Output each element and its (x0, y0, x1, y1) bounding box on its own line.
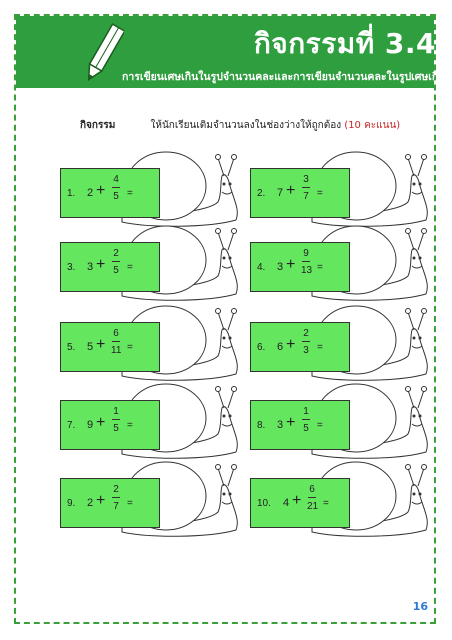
activity-label: กิจกรรม (80, 120, 116, 131)
fraction-denominator: 5 (113, 265, 119, 276)
whole-number: 2 (87, 497, 94, 509)
equals-sign: = (317, 420, 323, 431)
problem-number: 4. (257, 262, 266, 273)
whole-number: 6 (277, 341, 284, 353)
whole-number: 3 (87, 261, 94, 273)
fraction (301, 405, 311, 436)
fraction-numerator: 1 (303, 406, 309, 417)
fraction (111, 327, 121, 358)
plus-sign: + (96, 182, 106, 199)
fraction-numerator: 2 (113, 484, 119, 495)
problem-number: 9. (67, 498, 76, 509)
whole-number: 2 (87, 187, 94, 199)
plus-sign: + (96, 414, 106, 431)
equals-sign: = (317, 342, 323, 353)
fraction (301, 247, 311, 278)
problem-card (250, 242, 350, 292)
fraction (111, 405, 121, 436)
fraction-denominator: 11 (111, 345, 122, 356)
fraction-numerator: 6 (113, 328, 119, 339)
fraction (307, 483, 317, 514)
fraction-numerator: 6 (309, 484, 315, 495)
fraction-bar (112, 419, 120, 420)
equals-sign: = (127, 342, 133, 353)
whole-number: 3 (277, 261, 284, 273)
fraction (111, 483, 121, 514)
fraction-bar (302, 419, 310, 420)
equals-sign: = (127, 262, 133, 273)
problem-card (60, 168, 160, 218)
problem-card (250, 322, 350, 372)
fraction-denominator: 5 (303, 423, 309, 434)
whole-number: 7 (277, 187, 284, 199)
problem-number: 1. (67, 188, 76, 199)
plus-sign: + (96, 336, 106, 353)
fraction-numerator: 4 (113, 174, 119, 185)
equals-sign: = (323, 498, 329, 509)
fraction (111, 173, 121, 204)
page-number: 16 (412, 600, 428, 613)
plus-sign: + (286, 256, 296, 273)
problem-number: 3. (67, 262, 76, 273)
fraction-numerator: 9 (303, 248, 309, 259)
whole-number: 4 (283, 497, 290, 509)
whole-number: 9 (87, 419, 94, 431)
fraction-numerator: 2 (113, 248, 119, 259)
plus-sign: + (96, 492, 106, 509)
fraction-denominator: 13 (301, 265, 313, 276)
problem-card (250, 400, 350, 450)
plus-sign: + (286, 182, 296, 199)
equals-sign: = (127, 420, 133, 431)
fraction-denominator: 7 (113, 501, 119, 512)
fraction-bar (112, 341, 120, 342)
equals-sign: = (127, 188, 133, 199)
problem-card (250, 168, 350, 218)
fraction-denominator: 3 (303, 345, 309, 356)
problem-number: 6. (257, 342, 266, 353)
plus-sign: + (286, 336, 296, 353)
problem-number: 7. (67, 420, 76, 431)
fraction-bar (112, 497, 120, 498)
plus-sign: + (96, 256, 106, 273)
problem-card (60, 400, 160, 450)
problem-number: 2. (257, 188, 266, 199)
problem-number: 5. (67, 342, 76, 353)
page-subtitle: การเขียนเศษเกินในรูปจำนวนคละและการเขียนจำนวนคละในรูปเศษเกิน (122, 71, 446, 83)
problem-card (60, 322, 160, 372)
fraction-numerator: 3 (303, 174, 309, 185)
problem-number: 10. (257, 498, 271, 509)
fraction-denominator: 7 (303, 191, 309, 202)
fraction-bar (112, 261, 120, 262)
problem-card (60, 478, 160, 528)
problem-card (250, 478, 350, 528)
fraction-bar (302, 187, 310, 188)
fraction-bar (112, 187, 120, 188)
page-title: กิจกรรมที่ 3.4 (253, 27, 436, 60)
whole-number: 5 (87, 341, 94, 353)
equals-sign: = (317, 188, 323, 199)
whole-number: 3 (277, 419, 284, 431)
fraction-numerator: 1 (113, 406, 119, 417)
equals-sign: = (317, 262, 323, 273)
plus-sign: + (286, 414, 296, 431)
fraction (111, 247, 121, 278)
fraction-numerator: 2 (303, 328, 309, 339)
plus-sign: + (292, 492, 302, 509)
activity-heading (80, 118, 400, 133)
fraction-denominator: 5 (113, 191, 119, 202)
fraction-bar (302, 261, 310, 262)
fraction (301, 327, 311, 358)
problem-card (60, 242, 160, 292)
fraction-denominator: 5 (113, 423, 119, 434)
equals-sign: = (127, 498, 133, 509)
fraction-bar (302, 341, 310, 342)
activity-score: (10 คะแนน) (344, 120, 401, 131)
fraction (301, 173, 311, 204)
problem-number: 8. (257, 420, 266, 431)
fraction-bar (308, 497, 316, 498)
fraction-denominator: 21 (307, 501, 319, 512)
activity-instruction: ให้นักเรียนเติมจำนวนลงในช่องว่างให้ถูกต้อง (150, 120, 342, 131)
pencil-icon (84, 20, 124, 90)
